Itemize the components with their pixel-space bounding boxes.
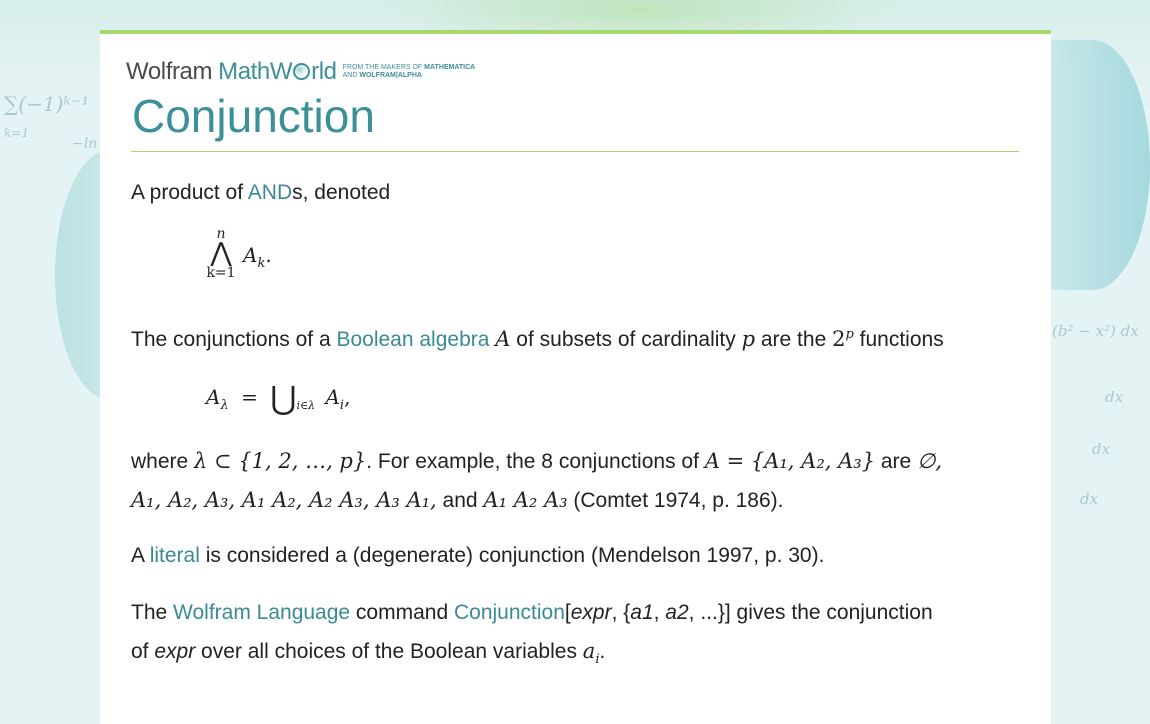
link-wolfram-language[interactable]: Wolfram Language: [173, 601, 351, 624]
background-surface-right: [1035, 40, 1150, 290]
link-literal[interactable]: literal: [149, 544, 200, 567]
page-title: Conjunction: [132, 90, 375, 142]
globe-icon: [293, 63, 310, 80]
equation-big-wedge-body: $A_k$.: [243, 243, 272, 271]
paragraph-literal: A literal is considered a (degenerate) conjunction (Mendelson 1997, p. 30).: [131, 544, 825, 567]
logo-mathworld-text: MathW rld: [218, 58, 337, 85]
paragraph-wolfram-language: The Wolfram Language command Conjunction[expr, {a1, a2, ...}] gives the conjunction of expr over all choices of the Boolean variables $a_i$.: [131, 601, 933, 668]
link-boolean-algebra[interactable]: Boolean algebra: [336, 328, 490, 351]
link-and[interactable]: AND: [247, 181, 293, 204]
logo-tagline: FROM THE MAKERS OF MATHEMATICA AND WOLFRAM|ALPHA: [342, 64, 476, 79]
title-divider: [131, 151, 1019, 152]
equation-big-wedge: n ⋀ k=1: [206, 226, 236, 281]
article-card: [100, 30, 1051, 724]
background-math-index: k=1: [4, 126, 29, 140]
mathworld-logo[interactable]: [126, 58, 475, 86]
background-math-integral-4: dx: [1080, 490, 1099, 508]
link-conjunction-function[interactable]: Conjunction: [453, 601, 565, 624]
paragraph-boolean-algebra: The conjunctions of a Boolean algebra A of subsets of cardinality p are the 2$^p$ functions: [131, 327, 944, 351]
background-math-integral-2: dx: [1105, 388, 1124, 406]
paragraph-definition: A product of ANDs, denoted: [131, 181, 391, 204]
background-math-sum: ∑(−1)ᵏ⁻¹: [4, 92, 90, 116]
background-math-integral-1: (b² − x²) dx: [1052, 322, 1139, 340]
background-math-integral-3: dx: [1092, 440, 1111, 458]
logo-wolfram-text: Wolfram: [126, 58, 213, 85]
equation-union: $A_\lambda$ = $⋃_{i\in\lambda}$ $A_i$,: [206, 379, 351, 417]
background-math-ln: −ln: [72, 136, 98, 152]
paragraph-example: where λ ⊂ {1, 2, …, p}. For example, the 8 conjunctions of A = {A₁, A₂, A₃} are ∅, A₁, A₂, A₃, A₁ A₂, A₂ A₃, A₃ A₁, and A₁ A₂ A₃ (Comtet 1974, p. 186).: [131, 449, 943, 512]
